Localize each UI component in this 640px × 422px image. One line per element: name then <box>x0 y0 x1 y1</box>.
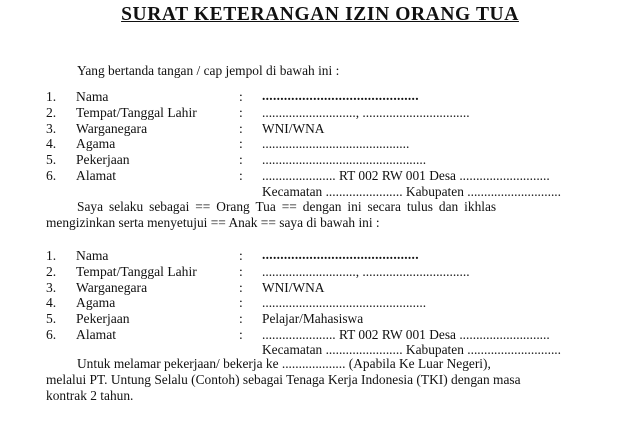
row-number: 4. <box>46 136 57 151</box>
row-number: 2. <box>46 264 57 279</box>
value-nama: ........................................... <box>262 247 419 262</box>
colon: : <box>239 295 243 310</box>
row-number: 1. <box>46 248 57 263</box>
row-number: 2. <box>46 105 57 120</box>
label-tempat-tanggal-lahir: Tempat/Tanggal Lahir <box>76 105 197 120</box>
consent-paragraph <box>46 199 600 231</box>
value-tempat-tanggal-lahir: ............................, ................................ <box>262 264 470 279</box>
colon: : <box>239 280 243 295</box>
closing-line-3: kontrak 2 tahun. <box>46 388 134 403</box>
value-agama: ............................................ <box>262 136 410 151</box>
label-tempat-tanggal-lahir: Tempat/Tanggal Lahir <box>76 264 197 279</box>
value-pekerjaan: Pelajar/Mahasiswa <box>262 311 364 326</box>
value-alamat-line2: Kecamatan ....................... Kabupaten ............................ <box>262 184 561 199</box>
value-nama: ........................................... <box>262 88 419 103</box>
closing-line-1: Untuk melamar pekerjaan/ bekerja ke ................... (Apabila Ke Luar Negeri), <box>77 356 491 371</box>
value-agama: ................................................. <box>262 295 427 310</box>
label-pekerjaan: Pekerjaan <box>76 311 130 326</box>
label-warganegara: Warganegara <box>76 280 148 295</box>
consent-line-1: Saya selaku sebagai == Orang Tua == dengan ini secara tulus dan ikhlas <box>77 199 497 214</box>
row-number: 4. <box>46 295 57 310</box>
value-warganegara: WNI/WNA <box>262 121 325 136</box>
value-alamat-line2: Kecamatan ....................... Kabupaten ............................ <box>262 342 561 357</box>
colon: : <box>239 327 243 342</box>
colon: : <box>239 136 243 151</box>
colon: : <box>239 152 243 167</box>
label-pekerjaan: Pekerjaan <box>76 152 130 167</box>
consent-line-2: mengizinkan serta menyetujui == Anak == saya di bawah ini : <box>46 215 380 230</box>
colon: : <box>239 105 243 120</box>
value-tempat-tanggal-lahir: ............................, ................................ <box>262 105 470 120</box>
row-number: 5. <box>46 152 57 167</box>
row-number: 6. <box>46 327 57 342</box>
closing-paragraph <box>46 356 600 404</box>
row-number: 3. <box>46 121 57 136</box>
colon: : <box>239 264 243 279</box>
row-number: 1. <box>46 89 57 104</box>
label-warganegara: Warganegara <box>76 121 148 136</box>
row-number: 3. <box>46 280 57 295</box>
colon: : <box>239 168 243 183</box>
colon: : <box>239 89 243 104</box>
label-alamat: Alamat <box>76 168 117 183</box>
label-nama: Nama <box>76 89 109 104</box>
colon: : <box>239 121 243 136</box>
document-title: SURAT KETERANGAN IZIN ORANG TUA <box>121 4 519 25</box>
value-pekerjaan: ................................................. <box>262 152 427 167</box>
value-warganegara: WNI/WNA <box>262 280 325 295</box>
intro-text: Yang bertanda tangan / cap jempol di bawah ini : <box>77 63 340 78</box>
row-number: 5. <box>46 311 57 326</box>
label-nama: Nama <box>76 248 109 263</box>
value-alamat: ...................... RT 002 RW 001 Desa ........................... <box>262 327 550 342</box>
colon: : <box>239 311 243 326</box>
colon: : <box>239 248 243 263</box>
value-alamat: ...................... RT 002 RW 001 Desa ........................... <box>262 168 550 183</box>
label-agama: Agama <box>76 295 116 310</box>
row-number: 6. <box>46 168 57 183</box>
label-agama: Agama <box>76 136 116 151</box>
closing-line-2: melalui PT. Untung Selalu (Contoh) sebagai Tenaga Kerja Indonesia (TKI) dengan masa <box>46 372 521 387</box>
label-alamat: Alamat <box>76 327 117 342</box>
